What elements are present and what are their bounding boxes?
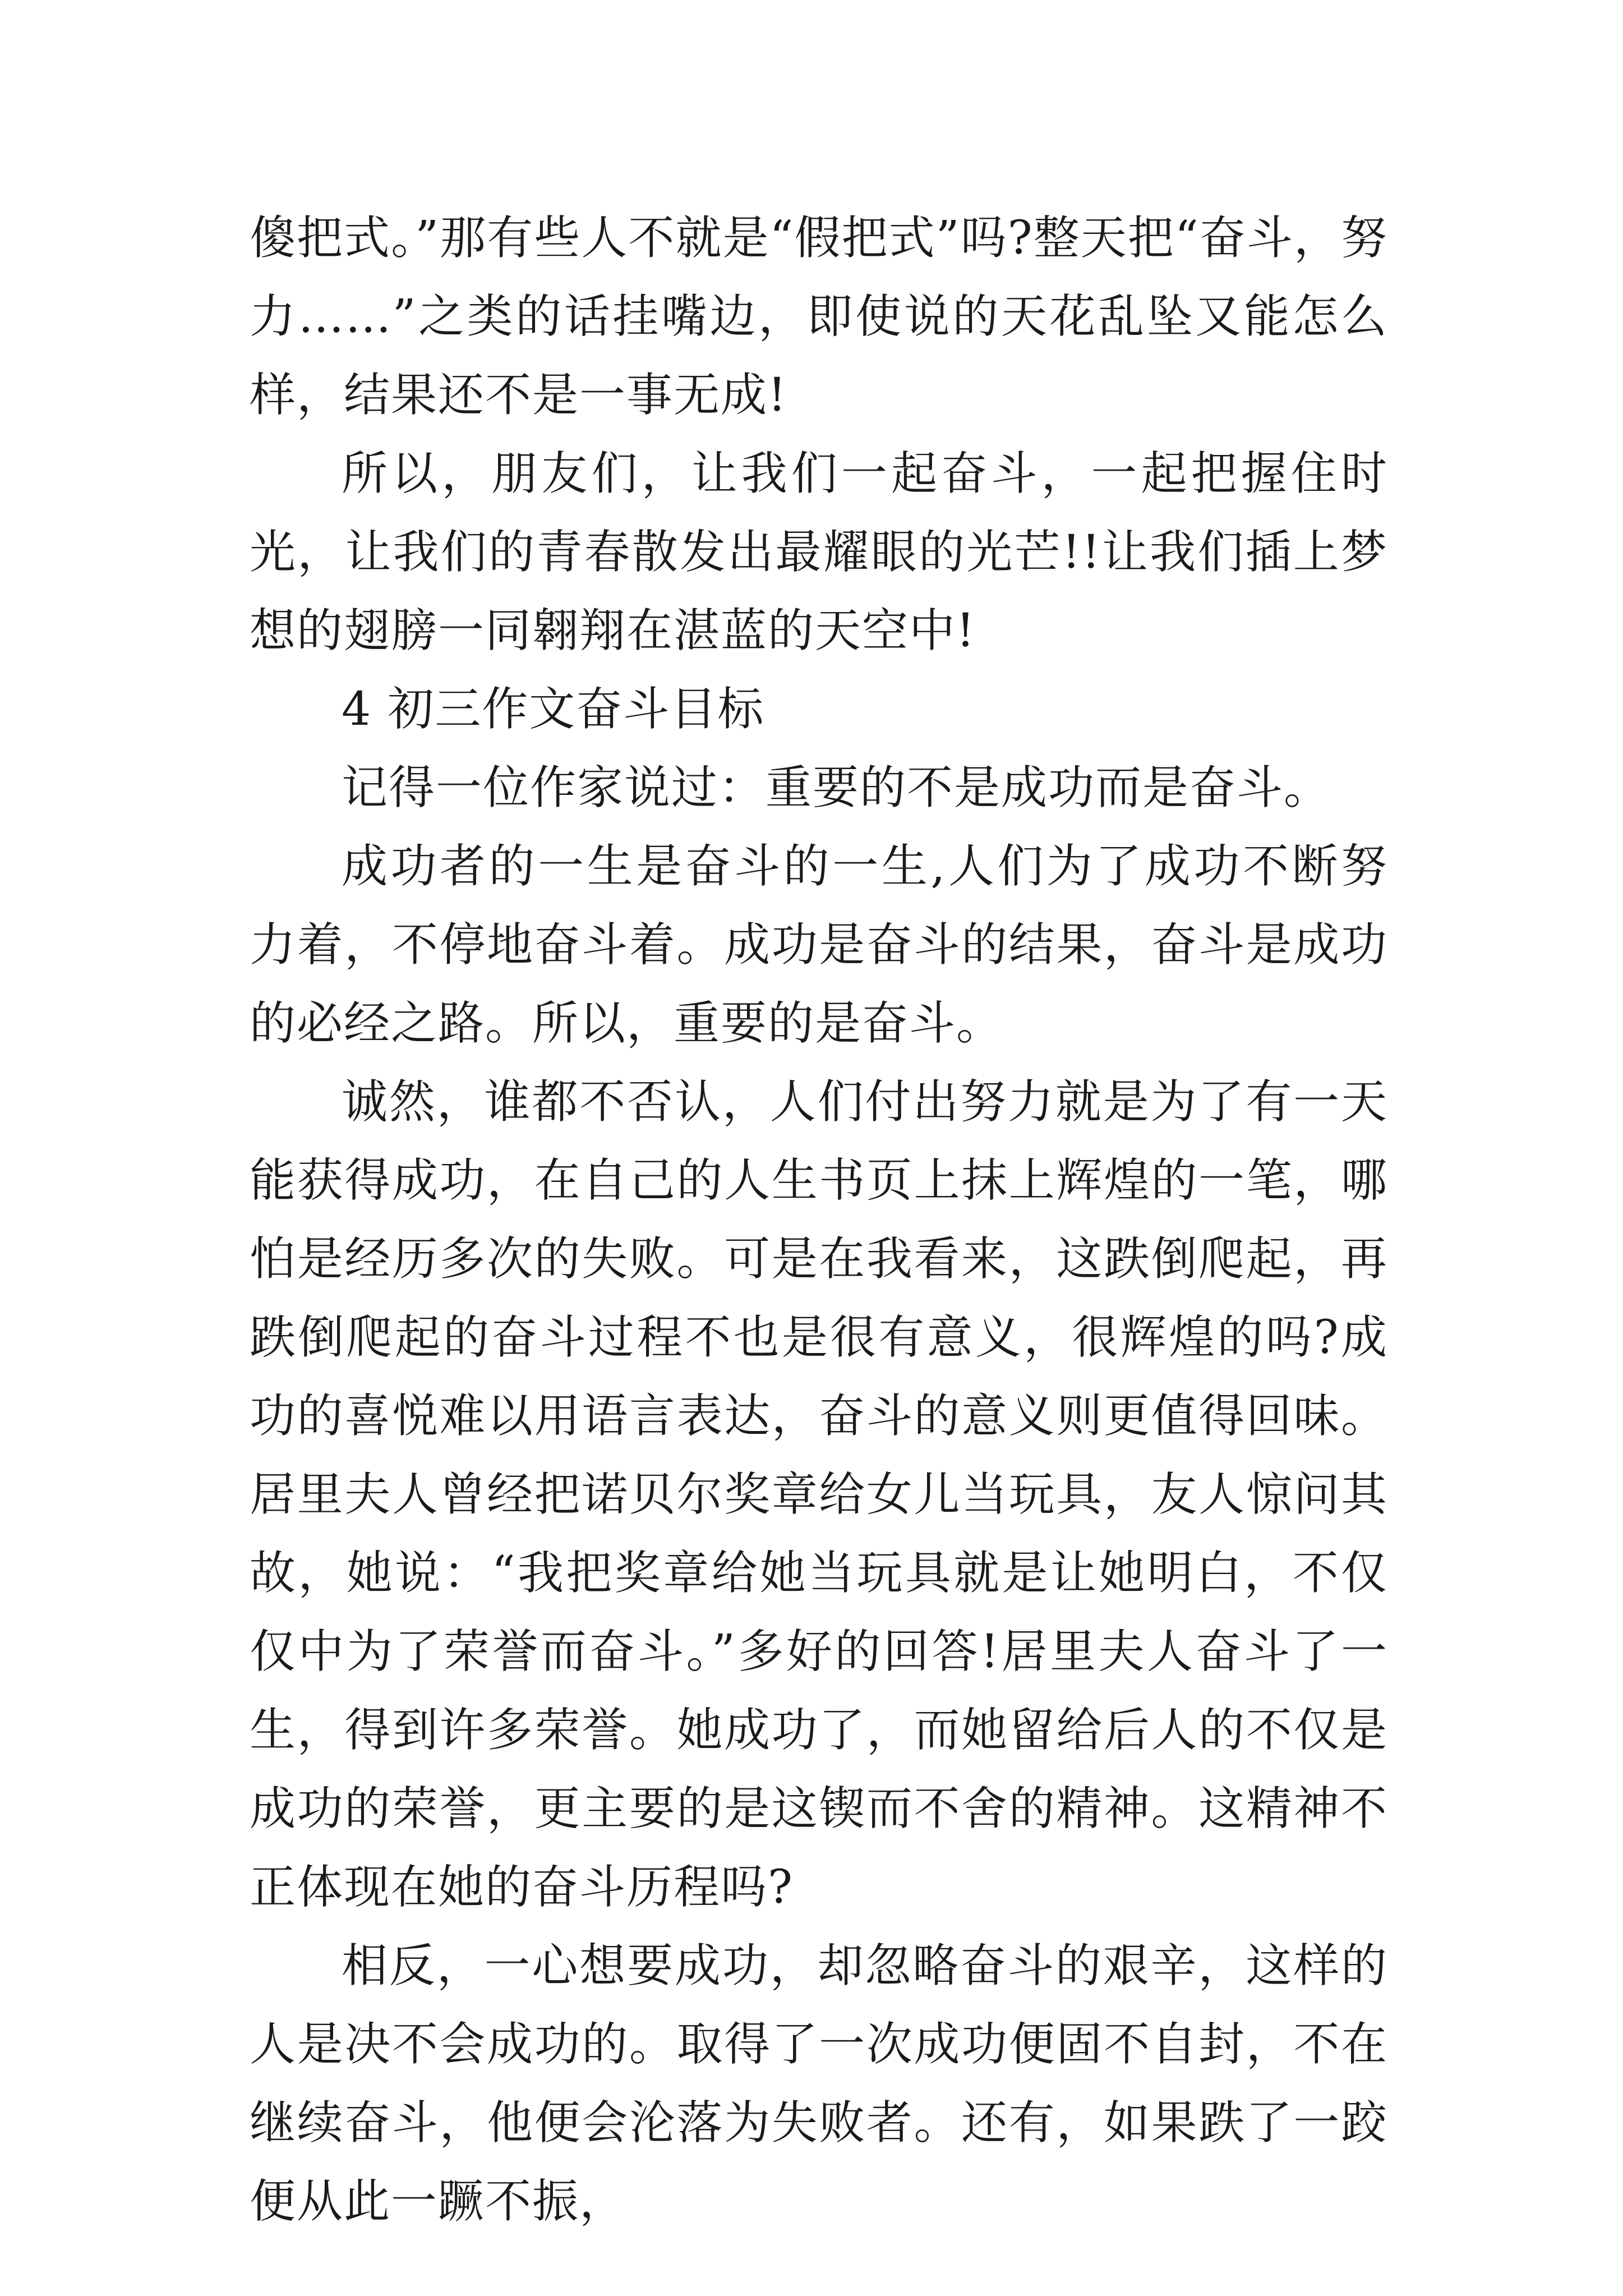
paragraph-5: 诚然，谁都不否认，人们付出努力就是为了有一天能获得成功，在自己的人生书页上抹上辉煌的一笔，哪怕是经历多次的失败。可是在我看来，这跌倒爬起，再跌倒爬起的奋斗过程不也是很有意义，很辉煌的吗?成功的喜悦难以用语言表达，奋斗的意义则更值得回味。居里夫人曾经把诺贝尔奖章给女儿当玩具，友人惊问其故，她说：“我把奖章给她当玩具就是让她明白，不仅仅中为了荣誉而奋斗。”多好的回答!居里夫人奋斗了一生，得到许多荣誉。她成功了，而她留给后人的不仅是成功的荣誉，更主要的是这锲而不舍的精神。这精神不正体现在她的奋斗历程吗? bbox=[250, 1075, 1388, 1914]
paragraph-1: 傻把式。”那有些人不就是“假把式”吗?整天把“奋斗，努力……”之类的话挂嘴边，即使说的天花乱坠又能怎么样，结果还不是一事无成! bbox=[250, 211, 1388, 422]
paragraph-2: 所以，朋友们，让我们一起奋斗，一起把握住时光，让我们的青春散发出最耀眼的光芒!!让我们插上梦想的翅膀一同翱翔在湛蓝的天空中! bbox=[250, 447, 1388, 657]
paragraph-4: 成功者的一生是奋斗的一生,人们为了成功不断努力着，不停地奋斗着。成功是奋斗的结果，奋斗是成功的必经之路。所以，重要的是奋斗。 bbox=[250, 840, 1388, 1050]
paragraph-3: 记得一位作家说过：重要的不是成功而是奋斗。 bbox=[342, 761, 1331, 815]
document-body bbox=[250, 199, 1388, 2241]
paragraph-6: 相反，一心想要成功，却忽略奋斗的艰辛，这样的人是决不会成功的。取得了一次成功便固不自封，不在继续奋斗，他便会沦落为失败者。还有，如果跌了一跤便从此一蹶不振， bbox=[250, 1939, 1388, 2228]
section-heading: 4 初三作文奋斗目标 bbox=[342, 683, 765, 736]
